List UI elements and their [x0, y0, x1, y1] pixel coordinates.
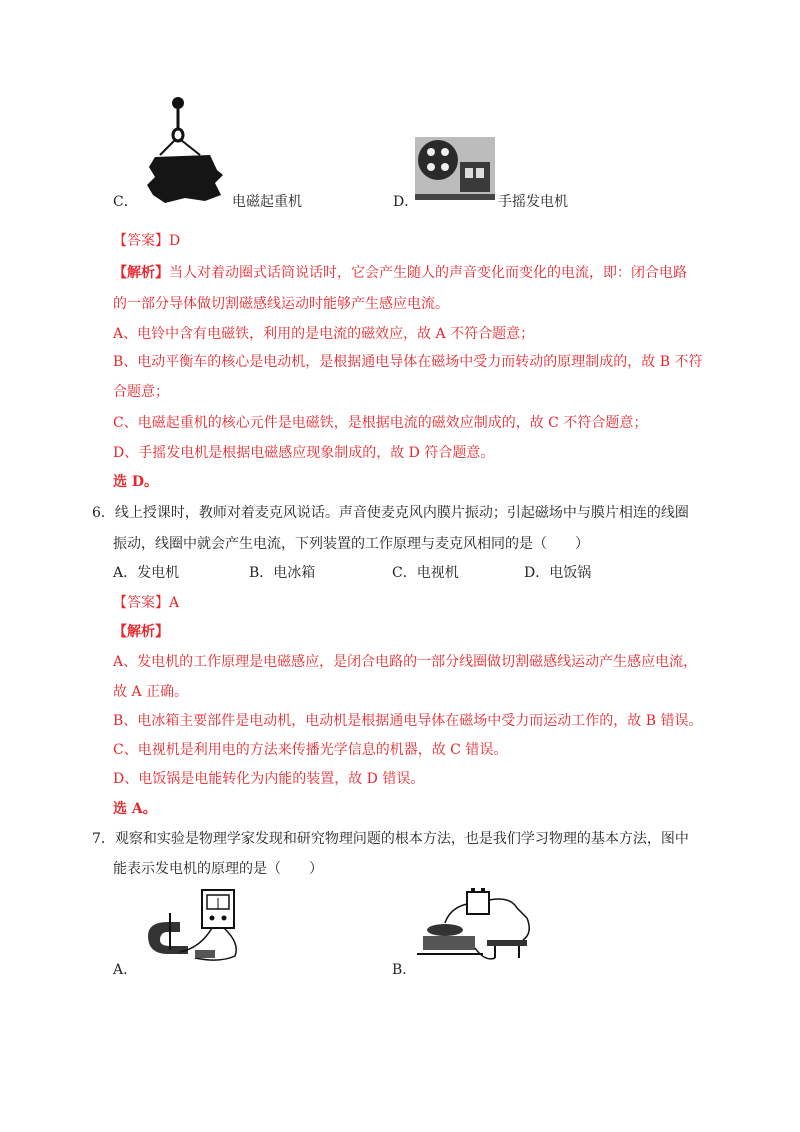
q6-stem-line2: 振动，线圈中就会产生电流，下列装置的工作原理与麦克风相同的是（ ） [113, 536, 589, 552]
q5-analysis-line1 [113, 263, 687, 283]
option-d-label: 手摇发电机 [498, 194, 568, 210]
option-d-letter: D． [393, 194, 419, 210]
q7-option-b-letter: B． [392, 962, 417, 978]
q6-answer [113, 593, 179, 613]
answer-tag: 【答案】 [113, 233, 169, 249]
q7-stem-line1: 7．观察和实验是物理学家发现和研究物理问题的根本方法，也是我们学习物理的基本方法，图中 [92, 831, 689, 847]
crane-figure [145, 95, 230, 210]
q7-stem-line2: 能表示发电机的原理的是（ ） [113, 861, 323, 877]
answer-value: A [169, 595, 180, 611]
q7-option-a-letter: A． [113, 962, 138, 978]
answer-tag: 【答案】 [113, 595, 169, 611]
q5-option-b-explanation-line2: 合题意； [113, 384, 169, 400]
q6-option-d-explanation: D、电饭锅是电能转化为内能的装置，故 D 错误。 [113, 771, 425, 787]
q5-option-d-explanation: D、手摇发电机是根据电磁感应现象制成的，故 D 符合题意。 [113, 445, 495, 461]
q6-selection: 选 A。 [113, 801, 157, 817]
q5-option-c-explanation: C、电磁起重机的核心元件是电磁铁，是根据电流的磁效应制成的，故 C 不符合题意； [113, 415, 648, 431]
q5-option-a-explanation: A、电铃中含有电磁铁，利用的是电流的磁效应，故 A 不符合题意； [113, 326, 535, 342]
q5-answer [113, 231, 180, 251]
q6-option-c: C．电视机 [392, 565, 459, 581]
hand-generator-figure [410, 132, 500, 207]
experiment-a-figure [140, 888, 250, 968]
option-c-label: 电磁起重机 [232, 194, 302, 210]
q6-option-b-explanation: B、电冰箱主要部件是电动机，电动机是根据通电导体在磁场中受力而运动工作的，故 B 错误。 [113, 713, 703, 729]
q5-analysis-line2: 的一部分导体做切割磁感线运动时能够产生感应电流。 [113, 296, 449, 312]
q6-stem-line1: 6．线上授课时，教师对着麦克风说话。声音使麦克风内膜片振动；引起磁场中与膜片相连的线圈 [92, 505, 689, 521]
analysis-tag: 【解析】 [113, 265, 169, 281]
q5-option-b-explanation-line1: B、电动平衡车的核心是电动机，是根据通电导体在磁场中受力而转动的原理制成的，故 B 不符 [113, 354, 703, 370]
q6-option-d: D．电饭锅 [524, 565, 592, 581]
q6-option-a-explanation-line2: 故 A 正确。 [113, 684, 189, 700]
analysis-text: 当人对着动圈式话筒说话时，它会产生随人的声音变化而变化的电流，即：闭合电路 [169, 265, 687, 281]
q6-option-b: B．电冰箱 [249, 565, 316, 581]
q6-option-a: A．发电机 [113, 565, 180, 581]
q6-analysis-tag: 【解析】 [113, 624, 169, 640]
q6-option-c-explanation: C、电视机是利用电的方法来传播光学信息的机器，故 C 错误。 [113, 742, 508, 758]
q6-option-a-explanation-line1: A、发电机的工作原理是电磁感应，是闭合电路的一部分线圈做切割磁感线运动产生感应电流， [113, 654, 698, 670]
option-c-letter: C． [113, 194, 138, 210]
experiment-b-figure [415, 888, 535, 968]
q5-selection: 选 D。 [113, 474, 159, 490]
answer-value: D [169, 233, 181, 249]
